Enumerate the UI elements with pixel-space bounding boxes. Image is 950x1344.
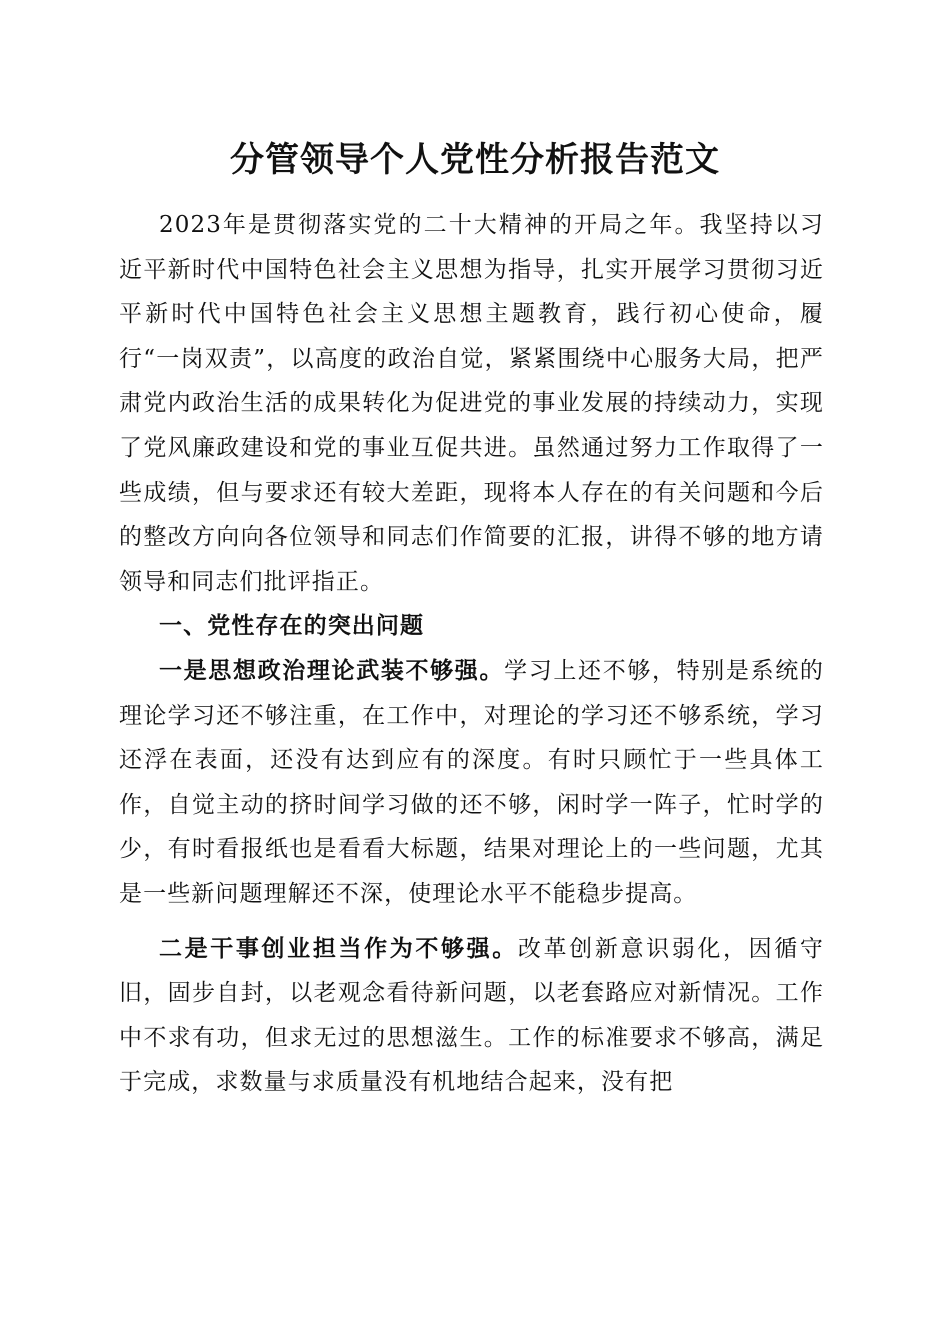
point-2-text: 改革创新意识弱化，因循守旧，固步自封，以老观念看待新问题，以老套路应对新情况。工作中不求有功，但求无过的思想滋生。工作的标准要求不够高，满足于完成，求数量与求质量没有机地结合起来，没有把: [119, 935, 824, 1096]
section-heading-1: 一、党性存在的突出问题: [159, 613, 425, 640]
point-1-text: 学习上还不够，特别是系统的理论学习还不够注重，在工作中，对理论的学习还不够系统，学习还浮在表面，还没有达到应有的深度。有时只顾忙于一些具体工作，自觉主动的挤时间学习做的还不够，闲时学一阵子，忙时学的少，有时看报纸也是看看大标题，结果对理论上的一些问题，尤其是一些新问题理解还不深，使理论水平不能稳步提高。: [119, 657, 824, 907]
point-2-paragraph: [119, 927, 824, 1105]
document-title: 分管领导个人党性分析报告范文: [230, 140, 720, 180]
point-1-paragraph: [119, 649, 824, 917]
intro-paragraph: 2023年是贯彻落实党的二十大精神的开局之年。我坚持以习近平新时代中国特色社会主义思想为指导，扎实开展学习贯彻习近平新时代中国特色社会主义思想主题教育，践行初心使命，履行“一岗双责”，以高度的政治自觉，紧紧围绕中心服务大局，把严肃党内政治生活的成果转化为促进党的事业发展的持续动力，实现了党风廉政建设和党的事业互促共进。虽然通过努力工作取得了一些成绩，但与要求还有较大差距，现将本人存在的有关问题和今后的整改方向向各位领导和同志们作简要的汇报，讲得不够的地方请领导和同志们批评指正。: [119, 212, 824, 595]
point-2-lead: 二是干事创业担当作为不够强。: [159, 934, 518, 962]
point-1-lead: 一是思想政治理论武装不够强。: [159, 656, 505, 684]
document-body: [119, 203, 824, 1105]
